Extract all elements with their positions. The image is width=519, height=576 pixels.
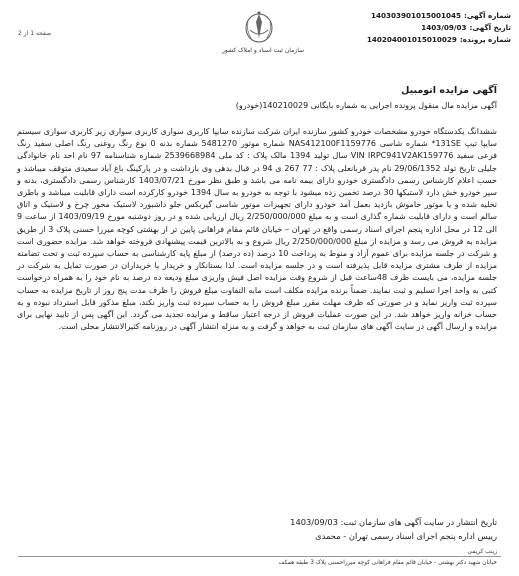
signature-name: زینب کریمی [467, 549, 497, 555]
page-indicator: صفحه 1 از 2 [18, 30, 52, 37]
file-number-row [341, 34, 511, 46]
divider [18, 556, 501, 557]
organization-name: سازمان ثبت اسناد و املاک کشور [222, 47, 305, 54]
publish-date-line: تاریخ انتشار در سایت آگهی های سازمان ثبت: 1403/09/03 [290, 517, 497, 527]
ad-metadata [341, 10, 511, 46]
ad-number-row [341, 10, 511, 22]
body-paragraph: ششدانگ یکدستگاه خودرو مشخصات خودرو کشور سازنده ایران شرکت سازنده سایپا کاربری سواری کاربری سواری زیر کاربری سواری سیستم سایپا تیپ 131SE* شماره شاسی NAS412100F1159776 شماره موتور 5481270 شماره بدنه 0 نوع رنگ روغنی رنگ اصلی سفید رنگ فرعی سفید VIN IRPC941V2AK159776 سال تولید 1394 مالک پلاک : کد ملی 2539668984 شماره شناسنامه 97 نام احد نام خانوادگی جلیلی تاریخ تولد 29/06/1352 نام پدر قربانعلی پلاک : 77 267 ی 94 در قبال بدهی وی بازداشت و در پارکینگ باغ آباد سعیدی متوقف میباشد و حسب اعلام کارشناس رسمی دادگستری خودرو دارای بیمه نامه می باشد و طبق نظر مورخ 1403/07/21 کارشناس رسمی دادگستری، بدنه و سپر خودرو خش دارد لاستیکها 30 درصد تخمین زده میشود با توجه به خودرو به سال 1394 خودرو کارکرده است دارای قابلیت میباشد و باطری تخلیه شده و یا موتور خاموش بازدید بعمل آمد خودرو دارای تجهیزات موتور شاسی گیربکس جلو داشبورد لاستیک محور چرخ و لاستیک و اتاق سالم است و دارای قابلیت شماره گذاری است و به مبلغ 2/250/000/000 ریال ارزیابی شده و در روز دوشنبه مورخ 1403/09/19 از ساعت 9 الی 12 در محل اداره پنجم اجرای اسناد رسمی واقع در تهران – خیابان قائم مقام فراهانی پایین تر از بهشتی کوچه میرزا حسنی پلاک 3 از طریق مزایده به فروش می رسد و مزایده از مبلغ 2/250/000/000 ریال شروع و به بالاترین قیمت پیشنهادی فروخته خواهد شد. مزایده حضوری است و شرکت در جلسه مزایده برای عموم آزاد و منوط به پرداخت 10 درصد (ده درصد) از مبلغ پایه کارشناسی به حساب سپرده ثبت و تحت تضامنه مزایده از طرف مشتری مزایده قابل پذیرفته است و در جلسه مزایده است. لذا بستانکار و خریدار یا خریداران در صورت تمایل به شرکت در جلسه مزایده، می بایست ظرف 48ساعت قبل از شروع وقت مزایده اصل فیش واریزی مبلغ ودیعه ده درصد به نام خود را به همراه درخواست کتبی به واحد اجرا تسلیم و ثبت نمایند. ضمناً برنده مزایده مکلف است مابه التفاوت مبلغ فروش را ظرف مدت پنج روز از تاریخ مزایده به حساب سپرده ثبت واریز نماید و در صورتی که ظرف مهلت مقرر مبلغ فروش را به حساب سپرده ثبت واریز نکند، مبلغ مذکور قابل استرداد نبوده و به حساب خزانه واریز خواهد شد. در این صورت عملیات فروش از درجه اعتبار ساقط و مزایده تجدید می گردد. این آگهی پس از تایید نهایی برای مزایده و ارسال آگهی در سایت آگهی های سازمان ثبت به خواهد و گرفت و به منزله انتشار آگهی در روزنامه کثیرالانتشار محلی است. [17, 127, 498, 332]
footer-block [17, 515, 497, 543]
organization-emblem [222, 8, 305, 60]
file-number-value: 140204001015010029 [366, 35, 457, 44]
document-title: آگهی مزایده اتومبیل [401, 85, 497, 96]
ad-number-value: 140303901015001045 [370, 11, 461, 20]
intro-paragraph: آگهی مزایده مال منقول پرونده اجرایی به شماره بایگانی 140210029(خودرو) [235, 101, 497, 110]
office-address: خیابان شهید دکتر بهشتی - خیابان قائم مقام فراهانی کوچه میرزاحسنی پلاک 3 طبقه همکف [278, 560, 497, 566]
ad-date-row [341, 22, 511, 34]
signer-line: رییس اداره پنجم اجرای اسناد رسمی تهران - محمدی [315, 531, 497, 541]
emblem-icon [242, 8, 276, 46]
ad-date-value: 1403/09/03 [421, 23, 467, 32]
ad-date-label: تاریخ آگهی: [469, 23, 511, 32]
file-number-label: شماره پرونده: [459, 35, 511, 44]
ad-number-label: شماره آگهی: [463, 11, 511, 20]
